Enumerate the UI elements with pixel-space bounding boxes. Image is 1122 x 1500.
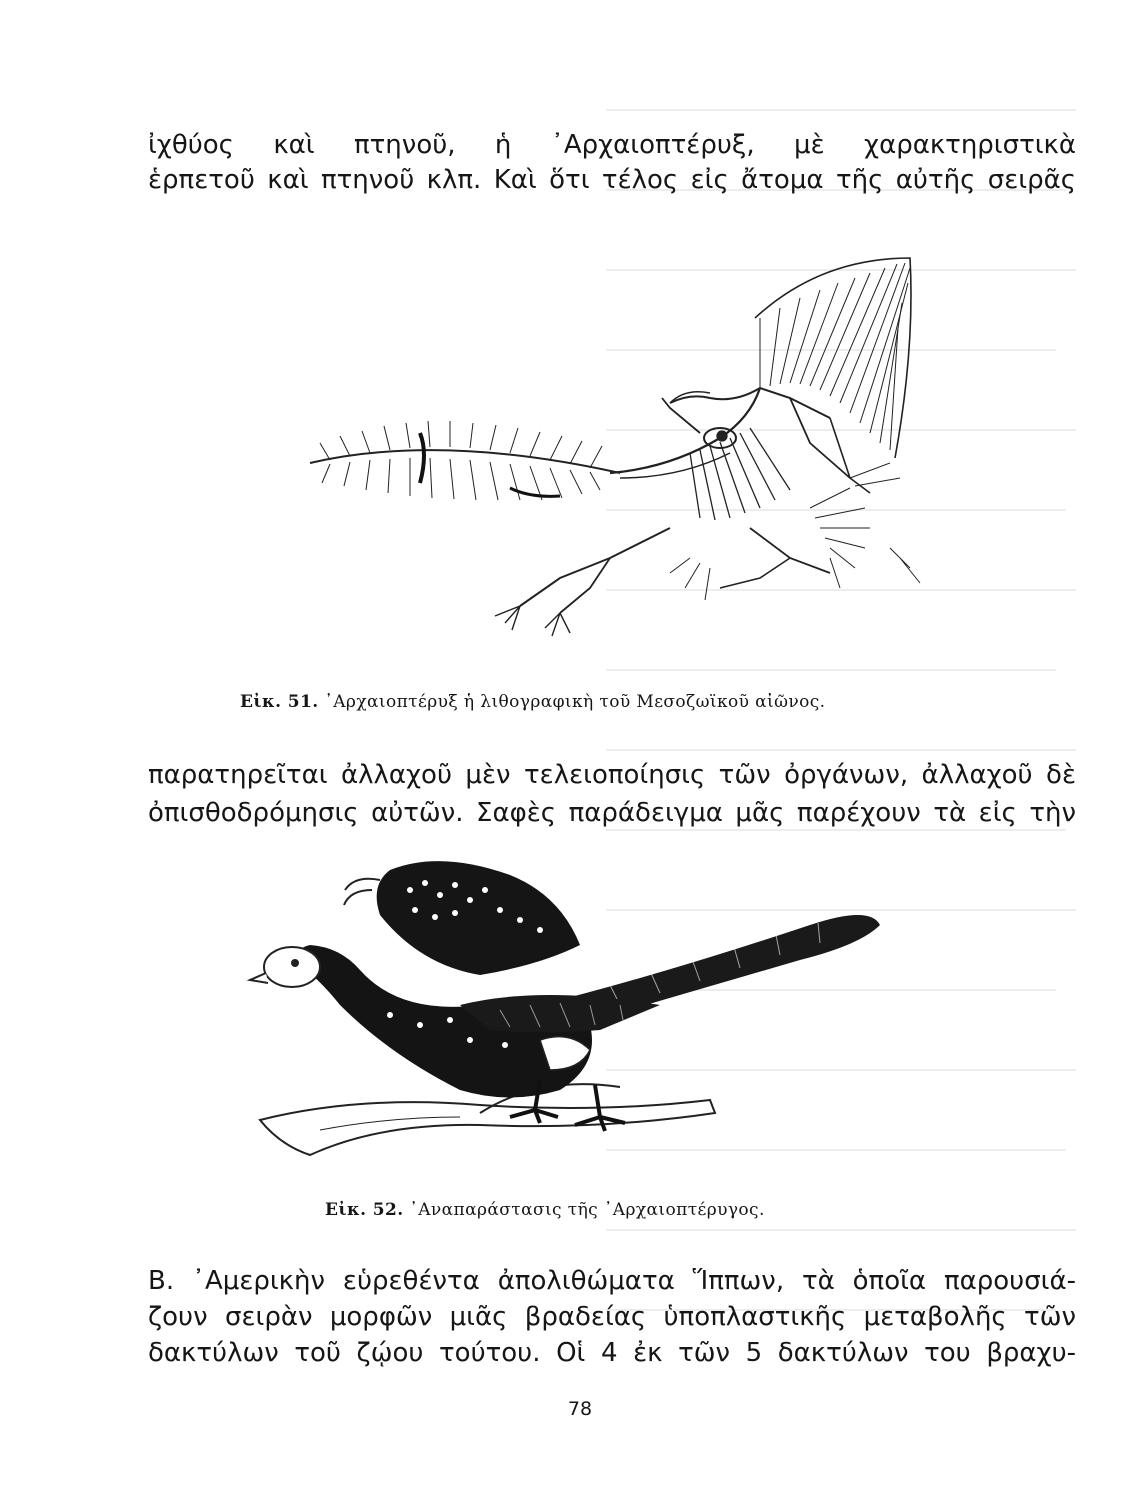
page-number: 78 <box>567 1398 593 1420</box>
figure-51-label: Εἰκ. 51. <box>240 692 319 712</box>
text-line: ὀπισθοδρόμησις αὐτῶν. Σαφὲς παράδειγμα μᾶς παρέχουν τὰ εἰς τὴν <box>148 798 1076 828</box>
archaeopteryx-reconstruction-illustration <box>240 855 890 1175</box>
figure-52-caption-text: ᾿Αναπαράστασις τῆς ᾿Αρχαιοπτέρυγος. <box>409 1200 765 1220</box>
text-line: ἰχθύος καὶ πτηνοῦ, ἡ ᾿Αρχαιοπτέρυξ, μὲ χαρακτηριστικὰ <box>148 130 1076 160</box>
text-line: ζουν σειρὰν μορφῶν μιᾶς βραδείας ὑποπλαστικῆς μεταβολῆς τῶν <box>148 1302 1076 1332</box>
text-line: δακτύλων τοῦ ζῴου τούτου. Οἱ 4 ἐκ τῶν 5 δακτύλων του βραχυ- <box>148 1338 1076 1368</box>
figure-51-caption <box>240 692 825 712</box>
text-line: Β. ᾿Αμερικὴν εὑρεθέντα ἀπολιθώματα Ἵππων, τὰ ὁποῖα παρουσιά- <box>148 1266 1076 1296</box>
text-line: ἑρπετοῦ καὶ πτηνοῦ κλπ. Καὶ ὅτι τέλος εἰς ἄτομα τῆς αὐτῆς σειρᾶς <box>148 165 1076 195</box>
figure-52-caption <box>325 1200 765 1220</box>
archaeopteryx-fossil-illustration <box>290 228 930 648</box>
text-line: παρατηρεῖται ἀλλαχοῦ μὲν τελειοποίησις τῶν ὀργάνων, ἀλλαχοῦ δὲ <box>148 760 1076 790</box>
figure-51-caption-text: ᾿Αρχαιοπτέρυξ ἡ λιθογραφικὴ τοῦ Μεσοζωϊκοῦ αἰῶνος. <box>324 692 826 712</box>
figure-52-label: Εἰκ. 52. <box>325 1200 404 1220</box>
